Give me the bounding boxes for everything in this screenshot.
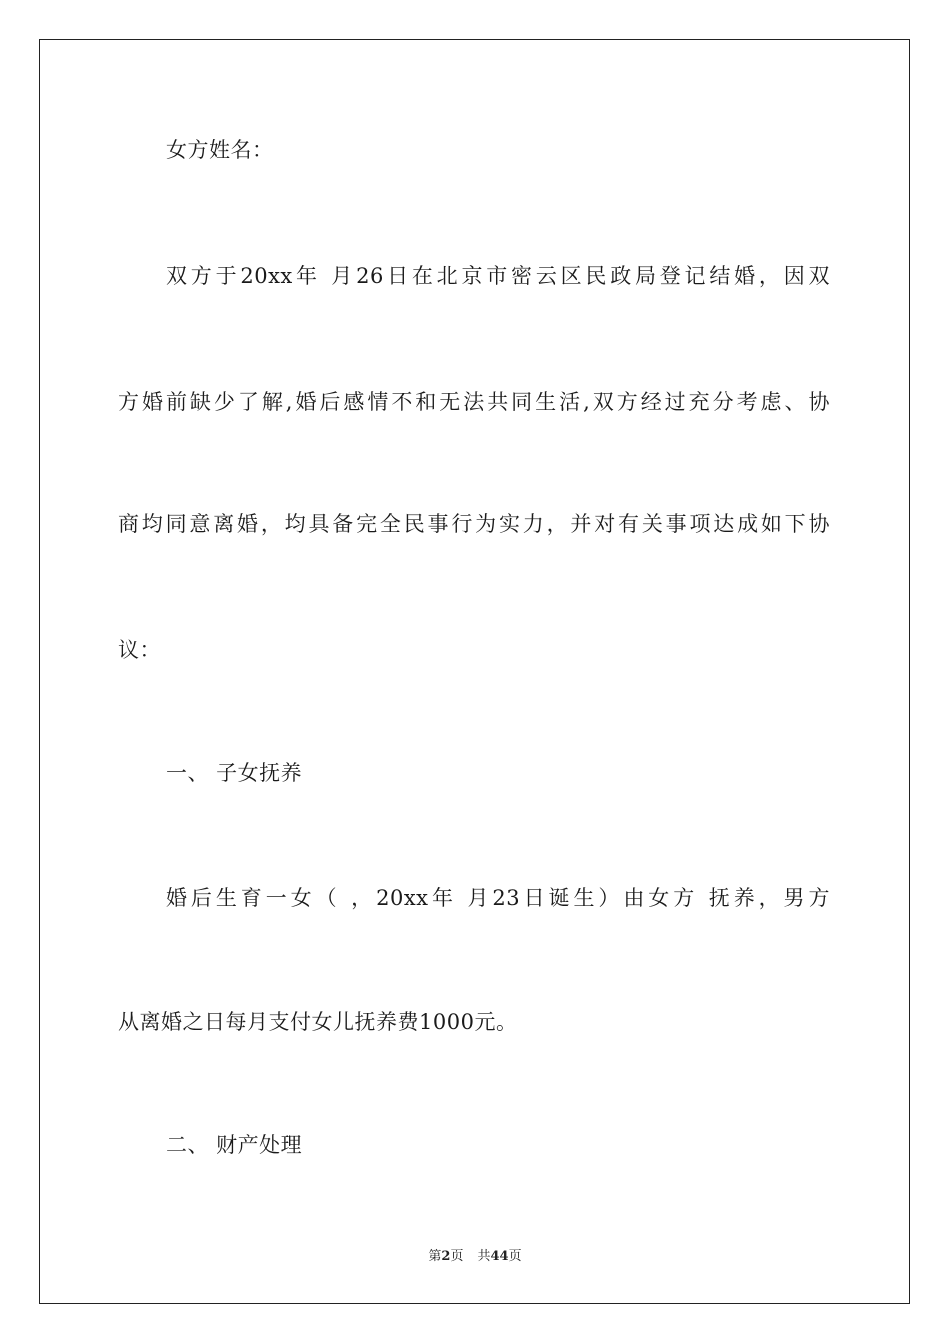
footer-page-prefix: 第 xyxy=(428,1249,442,1264)
paragraph-line-2: 方婚前缺少了解,婚后感情不和无法共同生活,双方经过充分考虑、协 xyxy=(118,390,830,414)
footer-total-suffix: 页 xyxy=(508,1249,522,1264)
custody-line-1: 婚后生育一女（ ，20xx年 月23日诞生）由女方 抚养，男方 xyxy=(166,886,830,910)
footer-total-prefix: 共 xyxy=(477,1249,491,1264)
paragraph-line-3: 商均同意离婚，均具备完全民事行为实力，并对有关事项达成如下协 xyxy=(118,512,830,536)
custody-line-2: 从离婚之日每月支付女儿抚养费1000元。 xyxy=(118,1010,518,1034)
page-footer xyxy=(0,1248,950,1266)
footer-page-number: 2 xyxy=(441,1249,451,1264)
footer-page-suffix: 页 xyxy=(450,1249,464,1264)
page-border xyxy=(39,39,910,1304)
footer-total-pages: 44 xyxy=(490,1249,509,1264)
female-name-label: 女方姓名： xyxy=(166,138,274,162)
section-heading-child-custody: 一、 子女抚养 xyxy=(166,761,303,785)
section-heading-property: 二、 财产处理 xyxy=(166,1133,303,1157)
paragraph-line-4: 议： xyxy=(118,638,161,662)
paragraph-line-1: 双方于20xx年 月26日在北京市密云区民政局登记结婚，因双 xyxy=(166,264,830,288)
